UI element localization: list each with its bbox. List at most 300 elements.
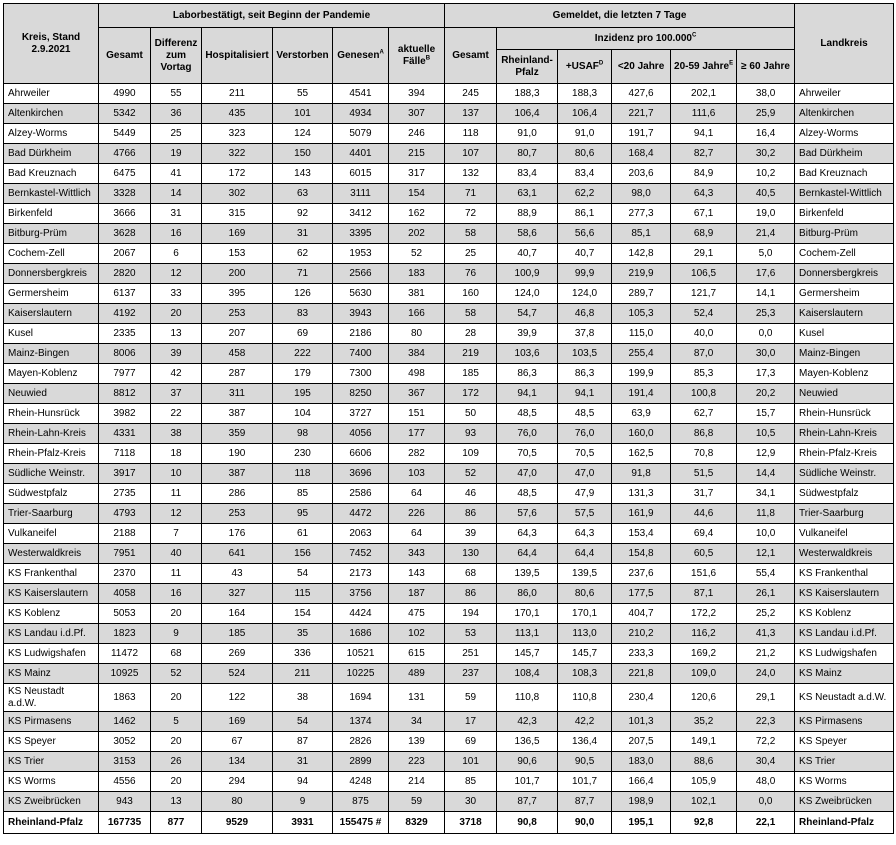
value-cell: 4793: [99, 504, 151, 524]
value-cell: 62,2: [558, 184, 612, 204]
value-cell: 88,6: [671, 752, 737, 772]
value-cell: 92,8: [671, 812, 737, 834]
value-cell: 30,2: [737, 144, 795, 164]
value-cell: 58,6: [497, 224, 558, 244]
value-cell: 126: [273, 284, 333, 304]
value-cell: 70,5: [558, 444, 612, 464]
value-cell: 3917: [99, 464, 151, 484]
value-cell: 1686: [333, 624, 389, 644]
value-cell: 12: [151, 504, 202, 524]
value-cell: 69: [445, 732, 497, 752]
district-name-cell: KS Trier: [4, 752, 99, 772]
table-row: [4, 304, 894, 324]
value-cell: 101,3: [612, 712, 671, 732]
value-cell: 109,0: [671, 664, 737, 684]
value-cell: 302: [202, 184, 273, 204]
value-cell: 76,0: [558, 424, 612, 444]
table-row: [4, 224, 894, 244]
value-cell: 25,9: [737, 104, 795, 124]
value-cell: 62,7: [671, 404, 737, 424]
value-cell: 2063: [333, 524, 389, 544]
value-cell: 7452: [333, 544, 389, 564]
value-cell: 1462: [99, 712, 151, 732]
value-cell: 151,6: [671, 564, 737, 584]
value-cell: 91,0: [558, 124, 612, 144]
value-cell: 43: [202, 564, 273, 584]
value-cell: 19: [151, 144, 202, 164]
table-row: [4, 792, 894, 812]
value-cell: 80,6: [558, 584, 612, 604]
header-rheinland-pfalz: Rheinland-Pfalz: [497, 50, 558, 84]
value-cell: 47,0: [558, 464, 612, 484]
value-cell: 87: [273, 732, 333, 752]
district-name-cell: Rhein-Hunsrück: [4, 404, 99, 424]
value-cell: 40,0: [671, 324, 737, 344]
value-cell: 21,2: [737, 644, 795, 664]
header-over-60: ≥ 60 Jahre: [737, 50, 795, 84]
value-cell: 17: [445, 712, 497, 732]
value-cell: 131: [389, 684, 445, 712]
value-cell: 207: [202, 324, 273, 344]
value-cell: 160: [445, 284, 497, 304]
value-cell: 42,3: [497, 712, 558, 732]
value-cell: 7300: [333, 364, 389, 384]
value-cell: 86,8: [671, 424, 737, 444]
value-cell: 94,1: [671, 124, 737, 144]
value-cell: 142,8: [612, 244, 671, 264]
value-cell: 3412: [333, 204, 389, 224]
value-cell: 86,3: [558, 364, 612, 384]
value-cell: 130: [445, 544, 497, 564]
value-cell: 2067: [99, 244, 151, 264]
table-row: [4, 544, 894, 564]
value-cell: 5,0: [737, 244, 795, 264]
table-row: [4, 772, 894, 792]
value-cell: 5053: [99, 604, 151, 624]
value-cell: 498: [389, 364, 445, 384]
value-cell: 6: [151, 244, 202, 264]
value-cell: 137: [445, 104, 497, 124]
value-cell: 143: [273, 164, 333, 184]
district-name-cell: Neuwied: [795, 384, 894, 404]
value-cell: 3395: [333, 224, 389, 244]
table-row: [4, 604, 894, 624]
table-row: [4, 384, 894, 404]
value-cell: 111,6: [671, 104, 737, 124]
value-cell: 198,9: [612, 792, 671, 812]
value-cell: 86,1: [558, 204, 612, 224]
value-cell: 85,1: [612, 224, 671, 244]
value-cell: 62: [273, 244, 333, 264]
value-cell: 108,4: [497, 664, 558, 684]
value-cell: 145,7: [558, 644, 612, 664]
value-cell: 139,5: [497, 564, 558, 584]
value-cell: 202: [389, 224, 445, 244]
value-cell: 72: [445, 204, 497, 224]
value-cell: 1694: [333, 684, 389, 712]
value-cell: 367: [389, 384, 445, 404]
value-cell: 63: [273, 184, 333, 204]
value-cell: 4058: [99, 584, 151, 604]
value-cell: 1374: [333, 712, 389, 732]
value-cell: 13: [151, 792, 202, 812]
value-cell: 103: [389, 464, 445, 484]
value-cell: 113,1: [497, 624, 558, 644]
value-cell: 64: [389, 484, 445, 504]
value-cell: 143: [389, 564, 445, 584]
value-cell: 57,6: [497, 504, 558, 524]
value-cell: 185: [202, 624, 273, 644]
value-cell: 60,5: [671, 544, 737, 564]
value-cell: 286: [202, 484, 273, 504]
table-row: [4, 584, 894, 604]
table-row: [4, 712, 894, 732]
value-cell: 71: [273, 264, 333, 284]
table-container: [3, 3, 894, 834]
district-name-cell: Vulkaneifel: [4, 524, 99, 544]
table-row: [4, 164, 894, 184]
value-cell: 161,9: [612, 504, 671, 524]
value-cell: 170,1: [497, 604, 558, 624]
value-cell: 524: [202, 664, 273, 684]
value-cell: 188,3: [558, 84, 612, 104]
table-row: [4, 524, 894, 544]
value-cell: 4424: [333, 604, 389, 624]
value-cell: 92: [273, 204, 333, 224]
covid-table: [3, 3, 894, 834]
district-name-cell: Rheinland-Pfalz: [4, 812, 99, 834]
value-cell: 435: [202, 104, 273, 124]
value-cell: 53: [445, 624, 497, 644]
value-cell: 17,6: [737, 264, 795, 284]
district-name-cell: Kaiserslautern: [795, 304, 894, 324]
value-cell: 11,8: [737, 504, 795, 524]
value-cell: 7: [151, 524, 202, 544]
value-cell: 103,5: [558, 344, 612, 364]
header-gesamt: Gesamt: [99, 28, 151, 84]
value-cell: 64,3: [558, 524, 612, 544]
value-cell: 187: [389, 584, 445, 604]
value-cell: 615: [389, 644, 445, 664]
value-cell: 8812: [99, 384, 151, 404]
value-cell: 87,7: [558, 792, 612, 812]
value-cell: 57,5: [558, 504, 612, 524]
value-cell: 20: [151, 772, 202, 792]
district-name-cell: Südliche Weinstr.: [795, 464, 894, 484]
value-cell: 64,3: [671, 184, 737, 204]
district-name-cell: Südliche Weinstr.: [4, 464, 99, 484]
value-cell: 52: [445, 464, 497, 484]
table-row: [4, 424, 894, 444]
district-name-cell: Altenkirchen: [795, 104, 894, 124]
value-cell: 56,6: [558, 224, 612, 244]
value-cell: 246: [389, 124, 445, 144]
value-cell: 50: [445, 404, 497, 424]
value-cell: 8250: [333, 384, 389, 404]
district-name-cell: Mainz-Bingen: [795, 344, 894, 364]
value-cell: 38,0: [737, 84, 795, 104]
value-cell: 489: [389, 664, 445, 684]
value-cell: 110,8: [497, 684, 558, 712]
value-cell: 22: [151, 404, 202, 424]
value-cell: 875: [333, 792, 389, 812]
value-cell: 3696: [333, 464, 389, 484]
value-cell: 287: [202, 364, 273, 384]
value-cell: 327: [202, 584, 273, 604]
value-cell: 109: [445, 444, 497, 464]
value-cell: 68: [151, 644, 202, 664]
value-cell: 24,0: [737, 664, 795, 684]
value-cell: 19,0: [737, 204, 795, 224]
value-cell: 115: [273, 584, 333, 604]
value-cell: 2735: [99, 484, 151, 504]
value-cell: 9: [151, 624, 202, 644]
value-cell: 4401: [333, 144, 389, 164]
value-cell: 336: [273, 644, 333, 664]
value-cell: 76,0: [497, 424, 558, 444]
value-cell: 67: [202, 732, 273, 752]
value-cell: 1953: [333, 244, 389, 264]
table-row: [4, 364, 894, 384]
value-cell: 323: [202, 124, 273, 144]
header-aktuelle-faelle: aktuelle Fälle$^B$: [389, 28, 445, 84]
table-row: [4, 644, 894, 664]
value-cell: 200: [202, 264, 273, 284]
value-cell: 203,6: [612, 164, 671, 184]
value-cell: 0,0: [737, 792, 795, 812]
district-name-cell: Bitburg-Prüm: [4, 224, 99, 244]
value-cell: 404,7: [612, 604, 671, 624]
value-cell: 277,3: [612, 204, 671, 224]
value-cell: 70,8: [671, 444, 737, 464]
value-cell: 233,3: [612, 644, 671, 664]
district-name-cell: KS Kaiserslautern: [795, 584, 894, 604]
value-cell: 3328: [99, 184, 151, 204]
value-cell: 16: [151, 584, 202, 604]
district-name-cell: Mayen-Koblenz: [4, 364, 99, 384]
value-cell: 86: [445, 584, 497, 604]
value-cell: 169: [202, 224, 273, 244]
value-cell: 113,0: [558, 624, 612, 644]
value-cell: 95: [273, 504, 333, 524]
value-cell: 4331: [99, 424, 151, 444]
value-cell: 59: [445, 684, 497, 712]
value-cell: 47,0: [497, 464, 558, 484]
district-name-cell: KS Koblenz: [795, 604, 894, 624]
value-cell: 90,0: [558, 812, 612, 834]
value-cell: 2566: [333, 264, 389, 284]
value-cell: 253: [202, 504, 273, 524]
value-cell: 943: [99, 792, 151, 812]
district-name-cell: Westerwaldkreis: [4, 544, 99, 564]
value-cell: 64,4: [558, 544, 612, 564]
value-cell: 475: [389, 604, 445, 624]
value-cell: 207,5: [612, 732, 671, 752]
value-cell: 25,2: [737, 604, 795, 624]
value-cell: 877: [151, 812, 202, 834]
value-cell: 42: [151, 364, 202, 384]
value-cell: 80: [389, 324, 445, 344]
value-cell: 166: [389, 304, 445, 324]
value-cell: 269: [202, 644, 273, 664]
district-name-cell: Ahrweiler: [795, 84, 894, 104]
value-cell: 307: [389, 104, 445, 124]
value-cell: 116,2: [671, 624, 737, 644]
value-cell: 64,4: [497, 544, 558, 564]
value-cell: 90,5: [558, 752, 612, 772]
value-cell: 10: [151, 464, 202, 484]
value-cell: 118: [273, 464, 333, 484]
header-inzidenz: Inzidenz pro $100.000^C$: [497, 28, 795, 50]
value-cell: 237: [445, 664, 497, 684]
value-cell: 387: [202, 464, 273, 484]
value-cell: 2335: [99, 324, 151, 344]
value-cell: 80,6: [558, 144, 612, 164]
value-cell: 2186: [333, 324, 389, 344]
value-cell: 87,0: [671, 344, 737, 364]
value-cell: 118: [445, 124, 497, 144]
value-cell: 3931: [273, 812, 333, 834]
value-cell: 172,2: [671, 604, 737, 624]
value-cell: 48,0: [737, 772, 795, 792]
district-name-cell: Kusel: [4, 324, 99, 344]
value-cell: 44,6: [671, 504, 737, 524]
table-row: [4, 404, 894, 424]
header-genesen: Genesen$^A$: [333, 28, 389, 84]
value-cell: 105,9: [671, 772, 737, 792]
value-cell: 190: [202, 444, 273, 464]
value-cell: 31: [151, 204, 202, 224]
value-cell: 4248: [333, 772, 389, 792]
value-cell: 226: [389, 504, 445, 524]
value-cell: 458: [202, 344, 273, 364]
value-cell: 11: [151, 484, 202, 504]
value-cell: 4472: [333, 504, 389, 524]
district-name-cell: KS Speyer: [795, 732, 894, 752]
value-cell: 177: [389, 424, 445, 444]
value-cell: 6606: [333, 444, 389, 464]
value-cell: 42,2: [558, 712, 612, 732]
district-name-cell: KS Worms: [795, 772, 894, 792]
value-cell: 98,0: [612, 184, 671, 204]
value-cell: 55: [151, 84, 202, 104]
value-cell: 172: [445, 384, 497, 404]
district-name-cell: Ahrweiler: [4, 84, 99, 104]
value-cell: 3628: [99, 224, 151, 244]
table-row: [4, 324, 894, 344]
value-cell: 41,3: [737, 624, 795, 644]
header-hospitalisiert: Hospitalisiert: [202, 28, 273, 84]
header-group-lab: Laborbestätigt, seit Beginn der Pandemie: [99, 4, 445, 28]
value-cell: 94: [273, 772, 333, 792]
value-cell: 46,8: [558, 304, 612, 324]
district-name-cell: Donnersbergkreis: [4, 264, 99, 284]
table-row: [4, 624, 894, 644]
value-cell: 214: [389, 772, 445, 792]
value-cell: 176: [202, 524, 273, 544]
value-cell: 2370: [99, 564, 151, 584]
value-cell: 12,1: [737, 544, 795, 564]
value-cell: 38: [273, 684, 333, 712]
value-cell: 156: [273, 544, 333, 564]
value-cell: 34: [389, 712, 445, 732]
table-row: [4, 504, 894, 524]
value-cell: 245: [445, 84, 497, 104]
value-cell: 46: [445, 484, 497, 504]
value-cell: 255,4: [612, 344, 671, 364]
table-row: [4, 732, 894, 752]
district-name-cell: KS Trier: [795, 752, 894, 772]
value-cell: 22,3: [737, 712, 795, 732]
value-cell: 4056: [333, 424, 389, 444]
district-name-cell: Südwestpfalz: [4, 484, 99, 504]
value-cell: 36: [151, 104, 202, 124]
value-cell: 47,9: [558, 484, 612, 504]
value-cell: 7118: [99, 444, 151, 464]
district-name-cell: Bad Dürkheim: [4, 144, 99, 164]
value-cell: 48,5: [558, 404, 612, 424]
value-cell: 55: [273, 84, 333, 104]
district-name-cell: Rhein-Hunsrück: [795, 404, 894, 424]
value-cell: 5630: [333, 284, 389, 304]
value-cell: 150: [273, 144, 333, 164]
value-cell: 5: [151, 712, 202, 732]
value-cell: 6137: [99, 284, 151, 304]
value-cell: 427,6: [612, 84, 671, 104]
value-cell: 641: [202, 544, 273, 564]
table-row: [4, 564, 894, 584]
value-cell: 115,0: [612, 324, 671, 344]
value-cell: 169,2: [671, 644, 737, 664]
table-row: [4, 484, 894, 504]
value-cell: 25: [151, 124, 202, 144]
value-cell: 343: [389, 544, 445, 564]
value-cell: 4192: [99, 304, 151, 324]
value-cell: 61: [273, 524, 333, 544]
value-cell: 223: [389, 752, 445, 772]
value-cell: 71: [445, 184, 497, 204]
district-name-cell: Bitburg-Prüm: [795, 224, 894, 244]
value-cell: 4934: [333, 104, 389, 124]
value-cell: 102: [389, 624, 445, 644]
value-cell: 86,3: [497, 364, 558, 384]
value-cell: 91,0: [497, 124, 558, 144]
value-cell: 154: [273, 604, 333, 624]
value-cell: 69: [273, 324, 333, 344]
total-row: [4, 812, 894, 834]
value-cell: 294: [202, 772, 273, 792]
value-cell: 18: [151, 444, 202, 464]
value-cell: 31: [273, 752, 333, 772]
value-cell: 76: [445, 264, 497, 284]
value-cell: 67,1: [671, 204, 737, 224]
value-cell: 172: [202, 164, 273, 184]
value-cell: 230: [273, 444, 333, 464]
value-cell: 2820: [99, 264, 151, 284]
value-cell: 3718: [445, 812, 497, 834]
value-cell: 221,8: [612, 664, 671, 684]
value-cell: 4556: [99, 772, 151, 792]
value-cell: 39,9: [497, 324, 558, 344]
value-cell: 35: [273, 624, 333, 644]
value-cell: 317: [389, 164, 445, 184]
value-cell: 59: [389, 792, 445, 812]
value-cell: 222: [273, 344, 333, 364]
value-cell: 387: [202, 404, 273, 424]
value-cell: 10,2: [737, 164, 795, 184]
value-cell: 2188: [99, 524, 151, 544]
value-cell: 199,9: [612, 364, 671, 384]
